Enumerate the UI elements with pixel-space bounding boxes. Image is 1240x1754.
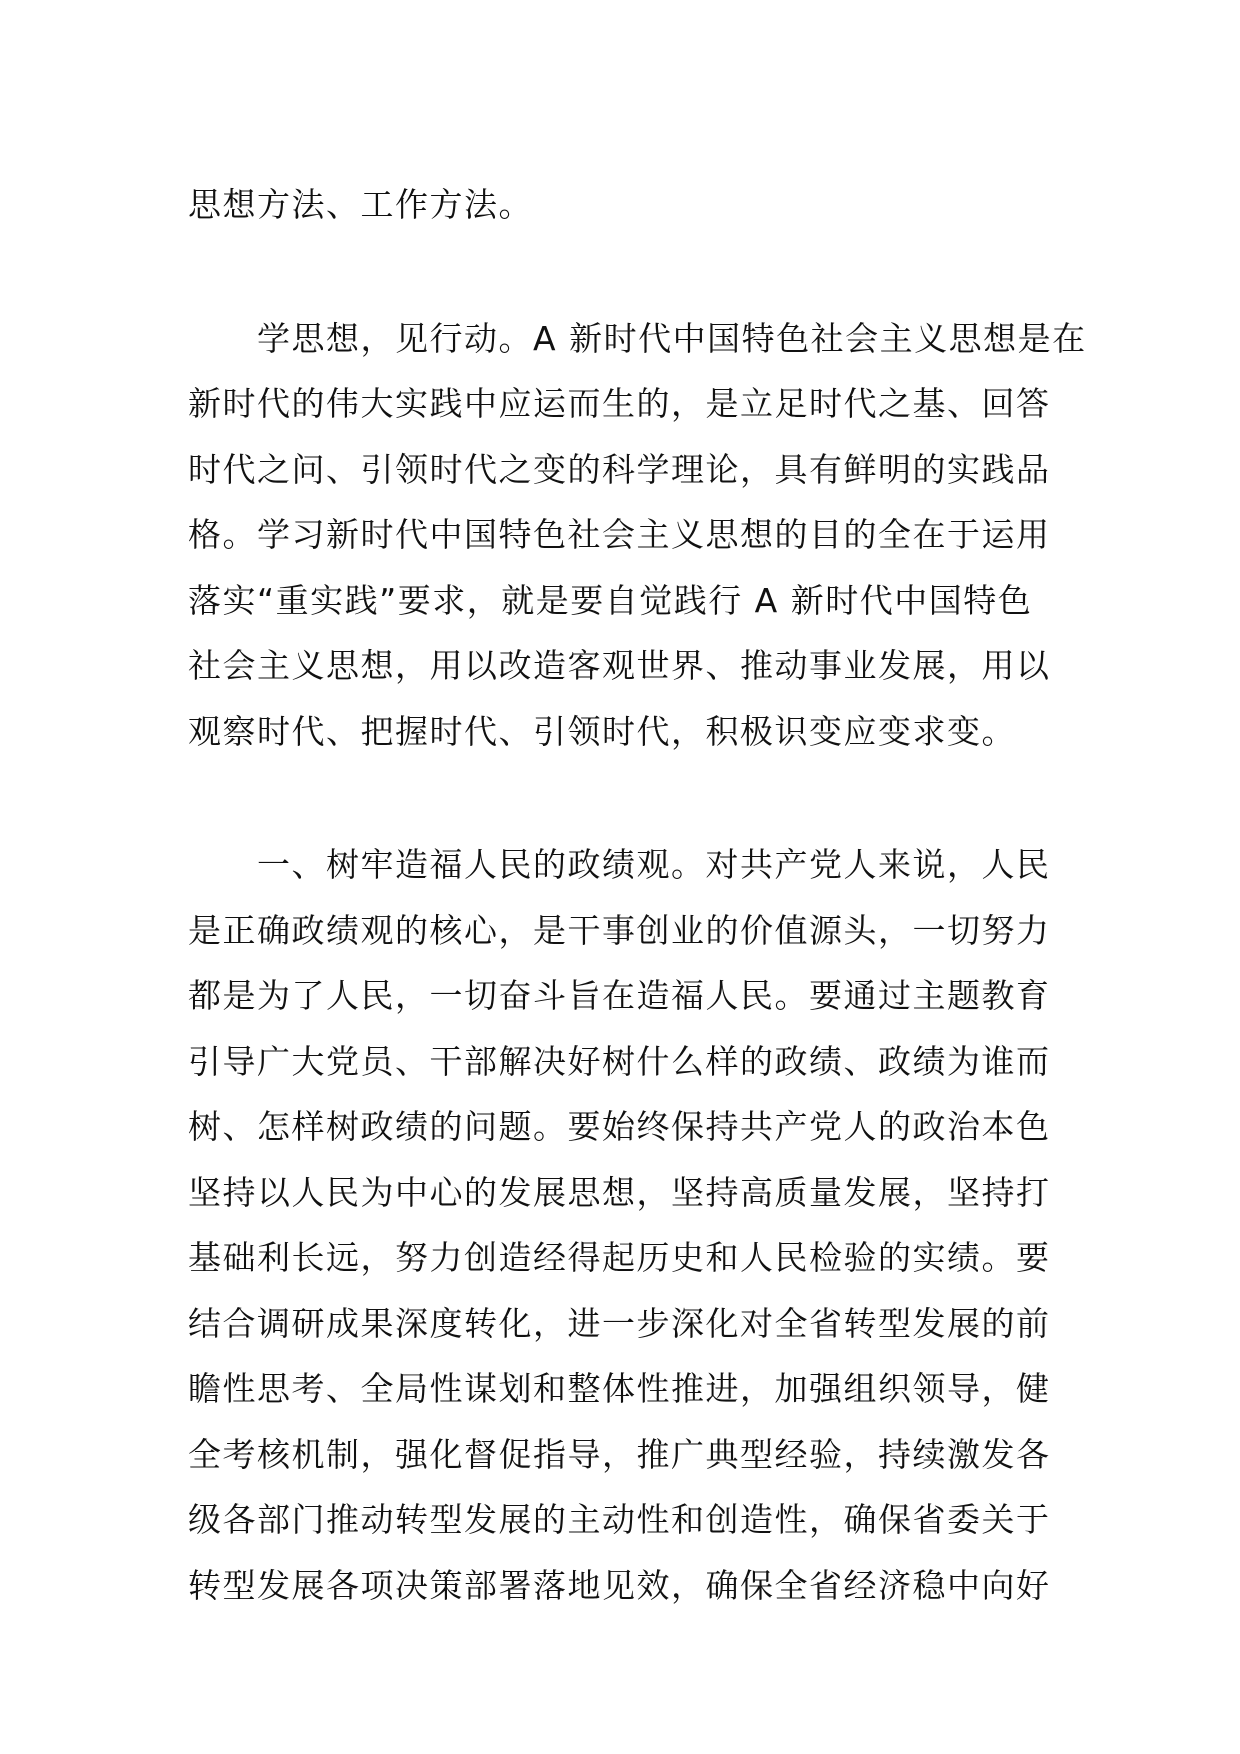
text-line: 一、树牢造福人民的政绩观。对共产党人来说，人民: [188, 845, 1051, 884]
text-line: 是正确政绩观的核心，是干事创业的价值源头，一切努力: [188, 910, 1051, 950]
text-line: 观察时代、把握时代、引领时代，积极识变应变求变。: [188, 711, 1016, 751]
paragraph-1: [188, 172, 1060, 238]
text-line: 时代之问、引领时代之变的科学理论，具有鲜明的实践品: [188, 449, 1051, 489]
text-line: 格。学习新时代中国特色社会主义思想的目的全在于运用: [188, 515, 1051, 554]
paragraph-2: [188, 306, 1087, 765]
text-line: 基础利长远，努力创造经得起历史和人民检验的实绩。要: [188, 1238, 1051, 1277]
paragraph-3: [188, 832, 1060, 1618]
text-line: 社会主义思想，用以改造客观世界、推动事业发展，用以: [188, 646, 1051, 685]
text-line: 结合调研成果深度转化，进一步深化对全省转型发展的前: [188, 1303, 1051, 1343]
text-line: 全考核机制，强化督促指导，推广典型经验，持续激发各: [188, 1434, 1051, 1474]
text-line: 学思想，见行动。A 新时代中国特色社会主义思想是在: [188, 318, 1087, 358]
text-line: 新时代的伟大实践中应运而生的，是立足时代之基、回答: [188, 384, 1051, 423]
text-line: 坚持以人民为中心的发展思想，坚持高质量发展，坚持打: [188, 1172, 1051, 1212]
text-line: 引导广大党员、干部解决好树什么样的政绩、政绩为谁而: [188, 1041, 1051, 1081]
paragraph-gap: [188, 764, 1060, 832]
text-line: 树、怎样树政绩的问题。要始终保持共产党人的政治本色: [188, 1107, 1051, 1146]
document-body: [188, 172, 1087, 1618]
text-line: 思想方法、工作方法。: [188, 185, 533, 224]
text-line: 转型发展各项决策部署落地见效，确保全省经济稳中向好: [188, 1565, 1051, 1605]
text-line: 级各部门推动转型发展的主动性和创造性，确保省委关于: [188, 1500, 1051, 1539]
text-line: 落实“重实践”要求，就是要自觉践行 A 新时代中国特色: [188, 580, 1033, 620]
text-line: 瞻性思考、全局性谋划和整体性推进，加强组织领导，健: [188, 1369, 1051, 1408]
paragraph-gap: [188, 238, 1060, 306]
text-line: 都是为了人民，一切奋斗旨在造福人民。要通过主题教育: [188, 976, 1051, 1015]
